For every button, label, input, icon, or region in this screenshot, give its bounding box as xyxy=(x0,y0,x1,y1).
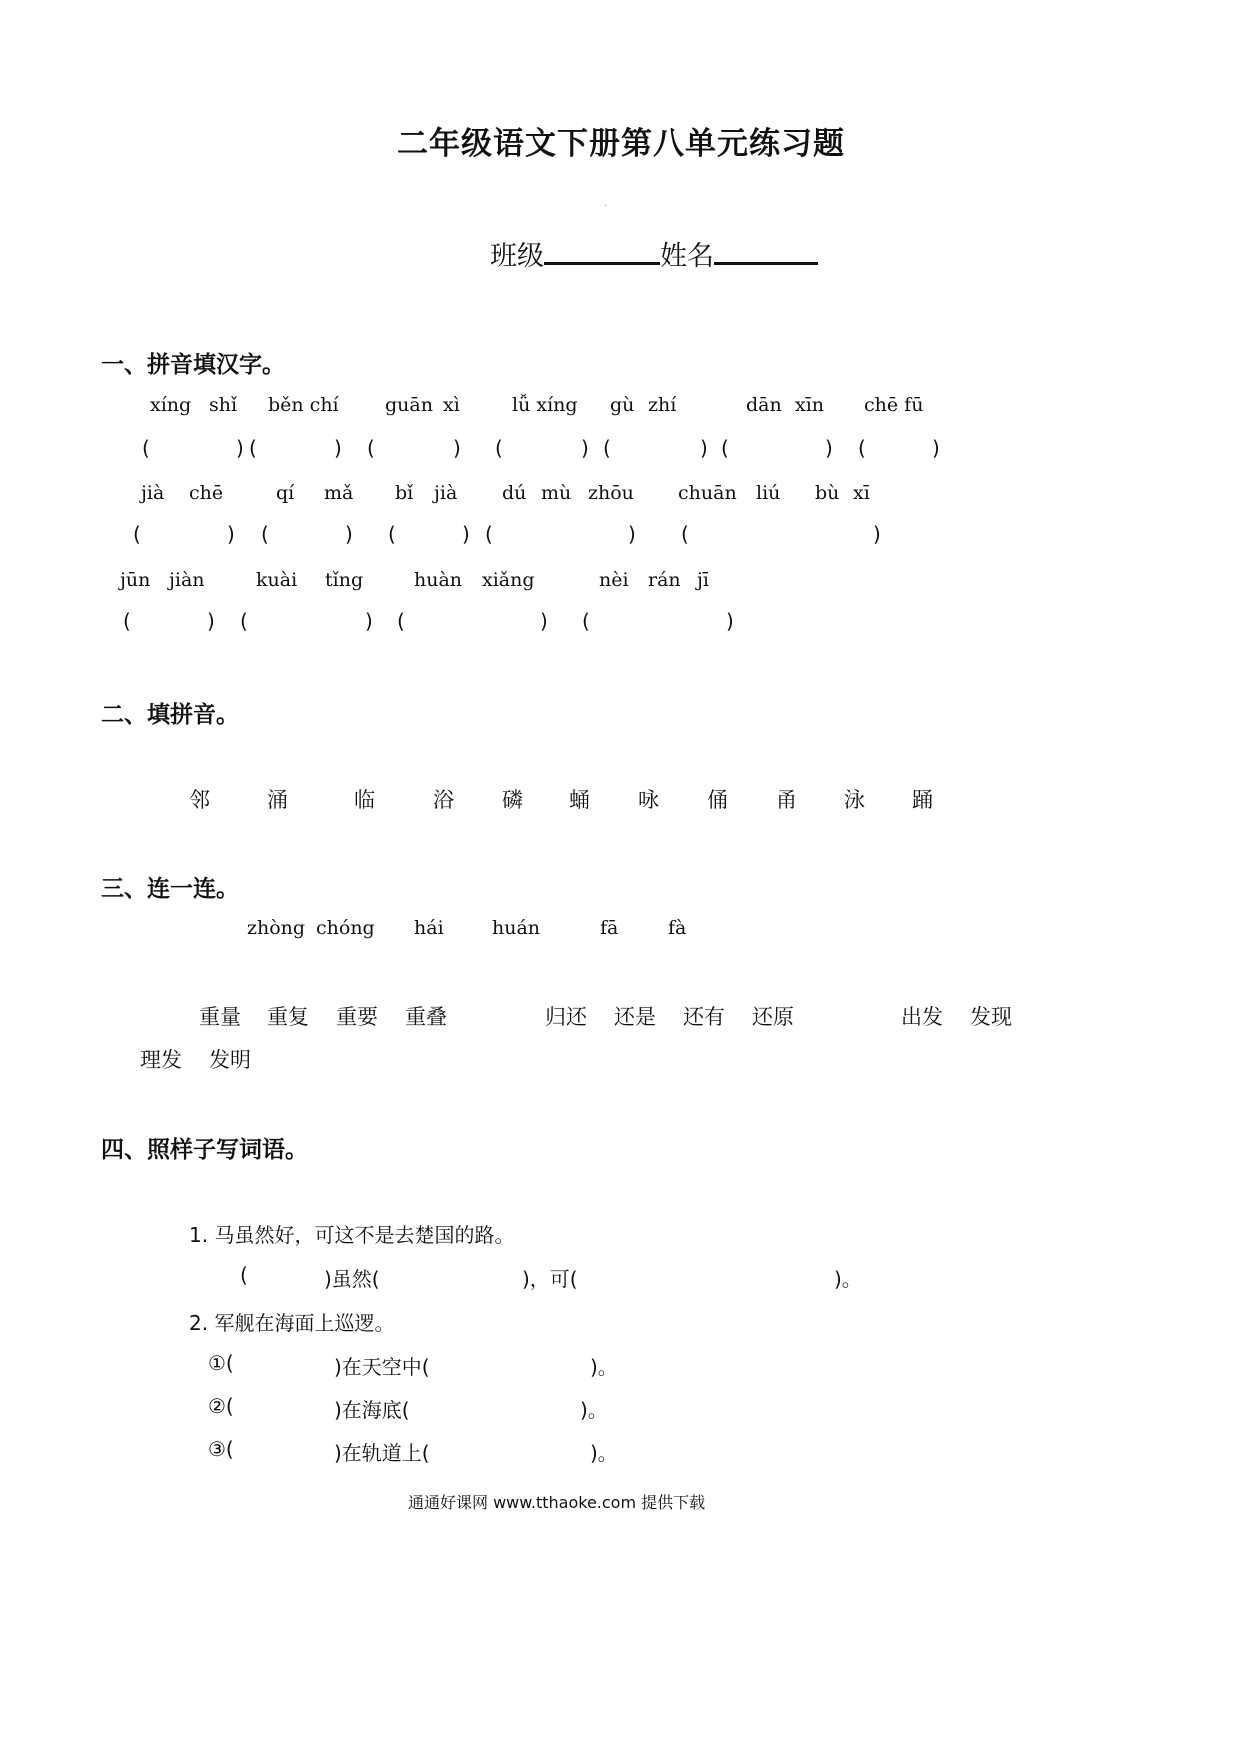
name-label: 姓名 xyxy=(660,241,714,272)
paren-close: ) xyxy=(207,609,215,633)
pinyin: liú xyxy=(756,482,781,504)
word: 重叠 xyxy=(405,1005,447,1029)
pinyin: qí xyxy=(276,482,295,504)
pinyin: shǐ xyxy=(209,394,238,416)
pinyin: chē fū xyxy=(864,394,924,416)
paren-close: ) xyxy=(453,436,461,460)
pinyin: zhí xyxy=(648,394,677,416)
char: 邻 xyxy=(189,788,210,812)
pinyin: chóng xyxy=(316,917,375,939)
q1-answer-open: ( xyxy=(240,1263,248,1287)
name-blank[interactable] xyxy=(714,236,818,265)
pinyin: mù xyxy=(541,482,572,504)
char: 临 xyxy=(354,788,375,812)
paren-close: ) xyxy=(581,436,589,460)
word: 理发 xyxy=(140,1048,182,1072)
pinyin: bù xyxy=(815,482,840,504)
pinyin: rán xyxy=(648,569,681,591)
class-label: 班级 xyxy=(490,241,544,272)
paren-close: ) xyxy=(825,436,833,460)
pinyin: jūn xyxy=(120,569,151,591)
pinyin: fā xyxy=(600,917,619,939)
char: 泳 xyxy=(844,788,865,812)
q2-item-num: ③( xyxy=(208,1437,234,1461)
word: 发现 xyxy=(970,1005,1012,1029)
q2-item-mid: )在海底( xyxy=(334,1398,410,1422)
pinyin: chē xyxy=(189,482,224,504)
char: 涌 xyxy=(267,788,288,812)
char: 磷 xyxy=(502,788,523,812)
page-title: 二年级语文下册第八单元练习题 xyxy=(397,126,845,162)
pinyin: mǎ xyxy=(324,482,354,504)
char: 浴 xyxy=(433,788,454,812)
paren-open: ( xyxy=(123,609,131,633)
paren-open: ( xyxy=(397,609,405,633)
char: 咏 xyxy=(638,788,659,812)
question-2: 2. 军舰在海面上巡逻。 xyxy=(189,1311,395,1335)
paren-open: ( xyxy=(721,436,729,460)
paren-open: ( xyxy=(240,609,248,633)
pinyin: hái xyxy=(414,917,444,939)
pinyin: nèi xyxy=(599,569,629,591)
q1-answer-mid1: )虽然( xyxy=(324,1267,380,1291)
paren-close: ) xyxy=(334,436,342,460)
paren-close: ) xyxy=(873,522,881,546)
paren-open: ( xyxy=(858,436,866,460)
word: 出发 xyxy=(901,1005,943,1029)
word: 还是 xyxy=(614,1005,656,1029)
pinyin: jiàn xyxy=(169,569,205,591)
pinyin: zhòng xyxy=(247,917,306,939)
q2-item-mid: )在天空中( xyxy=(334,1355,430,1379)
pinyin: jià xyxy=(141,482,165,504)
pinyin: jià xyxy=(434,482,458,504)
paren-open: ( xyxy=(133,522,141,546)
pinyin: dú xyxy=(502,482,527,504)
pinyin: gù xyxy=(610,394,635,416)
paren-close: ) xyxy=(345,522,353,546)
paren-open: ( xyxy=(261,522,269,546)
footer: 通通好课网 www.tthaoke.com 提供下载 xyxy=(408,1493,706,1512)
pinyin: tǐng xyxy=(325,569,364,591)
class-blank[interactable] xyxy=(544,236,660,265)
char: 蛹 xyxy=(569,788,590,812)
section4-heading: 四、照样子写词语。 xyxy=(101,1137,308,1163)
char: 踊 xyxy=(912,788,933,812)
paren-open: ( xyxy=(388,522,396,546)
paren-open: ( xyxy=(582,609,590,633)
paren-open: ( xyxy=(249,436,257,460)
q2-item-end: )。 xyxy=(590,1441,618,1465)
pinyin: zhōu xyxy=(588,482,634,504)
section1-heading: 一、拼音填汉字。 xyxy=(101,352,285,378)
word: 归还 xyxy=(545,1005,587,1029)
paren-close: ) xyxy=(236,436,244,460)
pinyin: běn chí xyxy=(268,394,339,416)
paren-open: ( xyxy=(603,436,611,460)
paren-close: ) xyxy=(462,522,470,546)
paren-close: ) xyxy=(365,609,373,633)
question-1: 1. 马虽然好，可这不是去楚国的路。 xyxy=(189,1223,515,1247)
paren-open: ( xyxy=(142,436,150,460)
pinyin: kuài xyxy=(256,569,298,591)
q2-item-mid: )在轨道上( xyxy=(334,1441,430,1465)
pinyin: xíng xyxy=(150,394,192,416)
pinyin: bǐ xyxy=(395,482,414,504)
q2-item-num: ②( xyxy=(208,1394,234,1418)
char: 甬 xyxy=(776,788,797,812)
paren-open: ( xyxy=(367,436,375,460)
pinyin: xī xyxy=(853,482,870,504)
word: 还原 xyxy=(752,1005,794,1029)
pinyin: guān xyxy=(385,394,433,416)
pinyin: xì xyxy=(443,394,460,416)
paren-close: ) xyxy=(932,436,940,460)
pinyin: lǚ xíng xyxy=(512,394,578,416)
paren-close: ) xyxy=(628,522,636,546)
word: 重要 xyxy=(336,1005,378,1029)
word: 重复 xyxy=(267,1005,309,1029)
stray-mark: . xyxy=(604,198,608,209)
pinyin: chuān xyxy=(678,482,737,504)
pinyin: xīn xyxy=(795,394,825,416)
q1-answer-mid2: )，可( xyxy=(522,1267,578,1291)
char: 俑 xyxy=(707,788,728,812)
q2-item-end: )。 xyxy=(580,1398,608,1422)
pinyin: xiǎng xyxy=(482,569,535,591)
paren-close: ) xyxy=(726,609,734,633)
paren-close: ) xyxy=(227,522,235,546)
word: 还有 xyxy=(683,1005,725,1029)
word: 重量 xyxy=(199,1005,241,1029)
pinyin: jī xyxy=(697,569,709,591)
pinyin: fà xyxy=(668,917,687,939)
q2-item-num: ①( xyxy=(208,1351,234,1375)
pinyin: huàn xyxy=(414,569,463,591)
section3-heading: 三、连一连。 xyxy=(101,876,239,902)
paren-close: ) xyxy=(700,436,708,460)
q1-answer-end: )。 xyxy=(834,1267,862,1291)
q2-item-end: )。 xyxy=(590,1355,618,1379)
paren-close: ) xyxy=(540,609,548,633)
pinyin: huán xyxy=(492,917,541,939)
pinyin: dān xyxy=(746,394,782,416)
word: 发明 xyxy=(209,1048,251,1072)
paren-open: ( xyxy=(495,436,503,460)
paren-open: ( xyxy=(485,522,493,546)
student-info xyxy=(490,234,818,273)
paren-open: ( xyxy=(681,522,689,546)
section2-heading: 二、填拼音。 xyxy=(101,702,239,728)
